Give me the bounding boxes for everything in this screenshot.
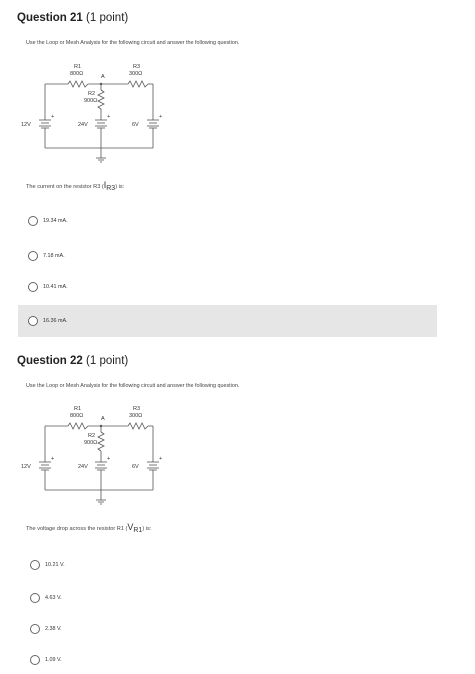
v2-label: 24V bbox=[78, 464, 88, 470]
question-title-text: Question 21 bbox=[17, 12, 83, 24]
v3-plus: + bbox=[159, 456, 163, 462]
resistor-r3 bbox=[128, 81, 148, 87]
r1-value: 800Ω bbox=[70, 413, 84, 419]
selected-option-highlight bbox=[18, 305, 437, 337]
question-points: (1 point) bbox=[86, 12, 129, 24]
resistor-r1 bbox=[68, 81, 88, 87]
radio-button[interactable] bbox=[28, 282, 38, 292]
question-22-title bbox=[17, 355, 128, 367]
v3-label: 6V bbox=[132, 122, 139, 128]
prompt-suffix: ) is: bbox=[142, 526, 152, 532]
question-points: (1 point) bbox=[86, 355, 129, 367]
option-label: 7.18 mA. bbox=[43, 253, 65, 259]
r1-label: R1 bbox=[74, 64, 82, 70]
question-prompt bbox=[26, 522, 151, 534]
v1-label: 12V bbox=[21, 464, 31, 470]
option-label: 4.63 V. bbox=[45, 595, 62, 601]
resistor-r2 bbox=[98, 90, 104, 109]
v1-plus: + bbox=[51, 114, 55, 120]
r2-value: 900Ω bbox=[84, 98, 98, 104]
radio-button[interactable] bbox=[28, 216, 38, 226]
prompt-symbol: I bbox=[103, 180, 107, 190]
node-a-label: A bbox=[101, 416, 105, 422]
prompt-subscript: R1 bbox=[133, 527, 143, 535]
answer-option[interactable] bbox=[30, 555, 65, 575]
answer-option[interactable] bbox=[28, 277, 68, 297]
answer-option[interactable] bbox=[30, 650, 62, 670]
radio-button[interactable] bbox=[30, 624, 40, 634]
r1-label: R1 bbox=[74, 406, 82, 412]
answer-option[interactable] bbox=[30, 619, 62, 639]
r3-value: 300Ω bbox=[129, 413, 143, 419]
r2-value: 900Ω bbox=[84, 440, 98, 446]
circuit-diagram bbox=[18, 400, 178, 520]
prompt-text: The current on the resistor R3 ( bbox=[26, 184, 104, 190]
r2-label: R2 bbox=[88, 433, 96, 439]
v2-plus: + bbox=[107, 456, 111, 462]
node-a-label: A bbox=[101, 74, 105, 80]
v3-plus: + bbox=[159, 114, 163, 120]
question-instruction: Use the Loop or Mesh Analysis for the following circuit and answer the following question. bbox=[26, 383, 240, 389]
radio-button[interactable] bbox=[30, 593, 40, 603]
v2-plus: + bbox=[107, 114, 111, 120]
answer-option-selected[interactable] bbox=[28, 311, 68, 331]
option-label: 1.09 V. bbox=[45, 657, 62, 663]
prompt-symbol: V bbox=[127, 522, 134, 532]
circuit-diagram bbox=[18, 58, 178, 178]
prompt-text: The voltage drop across the resistor R1 ( bbox=[26, 526, 128, 532]
v2-label: 24V bbox=[78, 122, 88, 128]
answer-option[interactable] bbox=[28, 211, 68, 231]
option-label: 16.36 mA. bbox=[43, 318, 68, 324]
question-21-title bbox=[17, 12, 128, 24]
question-title-text: Question 22 bbox=[17, 355, 83, 367]
radio-button[interactable] bbox=[30, 655, 40, 665]
question-instruction: Use the Loop or Mesh Analysis for the following circuit and answer the following question. bbox=[26, 40, 240, 46]
resistor-r1 bbox=[68, 423, 88, 429]
r3-label: R3 bbox=[133, 406, 141, 412]
r1-value: 800Ω bbox=[70, 71, 84, 77]
r3-label: R3 bbox=[133, 64, 141, 70]
radio-button[interactable] bbox=[30, 560, 40, 570]
prompt-subscript: R3 bbox=[106, 185, 116, 193]
v1-label: 12V bbox=[21, 122, 31, 128]
option-label: 2.38 V. bbox=[45, 626, 62, 632]
radio-button[interactable] bbox=[28, 251, 38, 261]
prompt-suffix: ) is: bbox=[115, 184, 125, 190]
radio-button[interactable] bbox=[28, 316, 38, 326]
r2-label: R2 bbox=[88, 91, 96, 97]
answer-option[interactable] bbox=[28, 246, 65, 266]
option-label: 10.41 mA. bbox=[43, 284, 68, 290]
r3-value: 300Ω bbox=[129, 71, 143, 77]
option-label: 10.21 V. bbox=[45, 562, 65, 568]
question-prompt bbox=[26, 180, 124, 192]
resistor-r3 bbox=[128, 423, 148, 429]
v1-plus: + bbox=[51, 456, 55, 462]
answer-option[interactable] bbox=[30, 588, 62, 608]
option-label: 19.34 mA. bbox=[43, 218, 68, 224]
v3-label: 6V bbox=[132, 464, 139, 470]
resistor-r2 bbox=[98, 432, 104, 451]
